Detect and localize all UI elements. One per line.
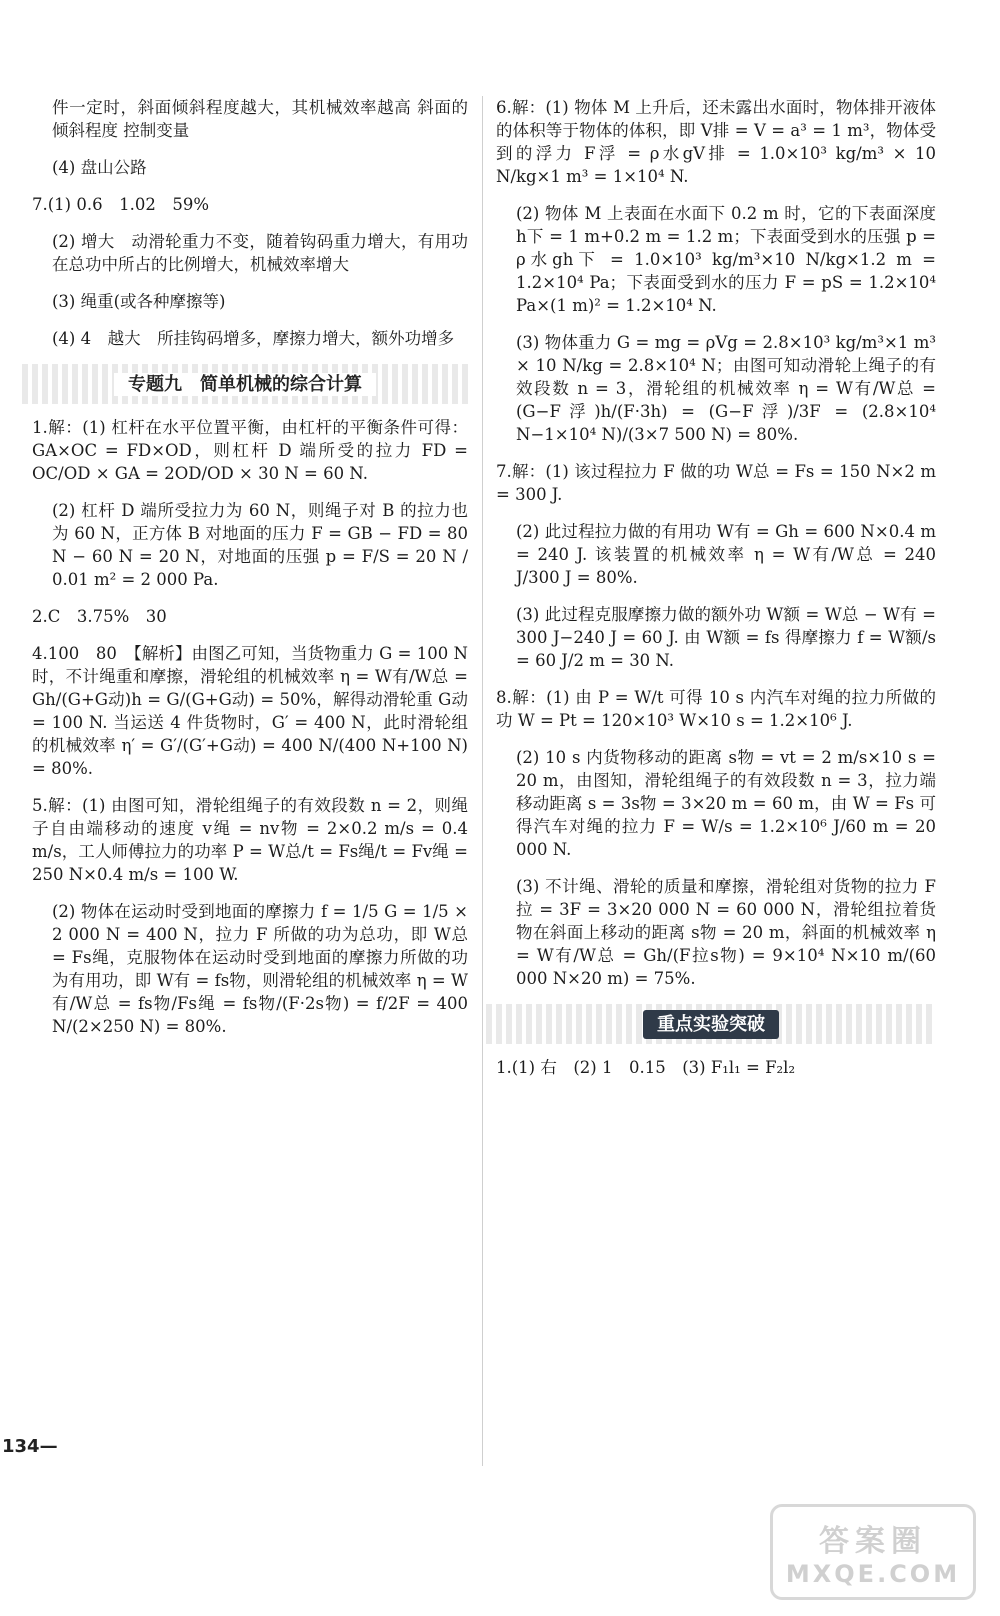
answer-paragraph: (4) 4 越大 所挂钩码增多，摩擦力增大，额外功增多 [52, 329, 455, 348]
answer-paragraph: (3) 物体重力 G = mg = ρVg = 2.8×10³ kg/m³×1 m³ × 10 N/kg = 2.8×10⁴ N；由图可知动滑轮上绳子的有效段数 n = 3，滑轮组的机械效率 η = W有/W总 = (G−F浮)h/(F·3h) = (G−F浮)/3F = (2.8×10⁴ N−1×10⁴ N)/(3×7 500 N) = 80%. [516, 333, 936, 444]
answer-paragraph: 7.(1) 0.6 1.02 59% [32, 195, 210, 214]
right-column [496, 96, 936, 1093]
watermark-logo [770, 1504, 976, 1600]
answer-paragraph: 1.解：(1) 杠杆在水平位置平衡，由杠杆的平衡条件可得：GA×OC = FD×OD，则杠杆 D 端所受的拉力 FD = OC/OD × GA = 2OD/OD × 30 N = 60 N. [32, 418, 468, 483]
page-number: 134— [2, 1436, 58, 1457]
answer-paragraph: 件一定时，斜面倾斜程度越大，其机械效率越高 斜面的倾斜程度 控制变量 [52, 98, 468, 140]
answer-paragraph: (2) 物体 M 上表面在水面下 0.2 m 时，它的下表面深度 h下 = 1 m+0.2 m = 1.2 m；下表面受到水的压强 p = ρ水gh下 = 1.0×10³ kg/m³×10 N/kg×1.2 m = 1.2×10⁴ Pa；下表面受到水的压力 F = pS = 1.2×10⁴ Pa×(1 m)² = 1.2×10⁴ N. [516, 204, 936, 315]
answer-paragraph: 8.解：(1) 由 P = W/t 可得 10 s 内汽车对绳的拉力所做的功 W = Pt = 120×10³ W×10 s = 1.2×10⁶ J. [496, 688, 936, 730]
answer-paragraph: 6.解：(1) 物体 M 上升后，还未露出水面时，物体排开液体的体积等于物体的体积，即 V排 = V = a³ = 1 m³，物体受到的浮力 F浮 = ρ水gV排 = 1.0×10³ kg/m³ × 10 N/kg×1 m³ = 1×10⁴ N. [496, 98, 936, 186]
section-title: 重点实验突破 [643, 1010, 779, 1039]
answer-paragraph: (3) 不计绳、滑轮的质量和摩擦，滑轮组对货物的拉力 F拉 = 3F = 3×20 000 N = 60 000 N，滑轮组拉着货物在斜面上移动的距离 s物 = 20 m，斜面的机械效率 η = W有/W总 = Gh/(F拉s物) = 9×10⁴ N×10 m/(60 000 N×20 m) = 75%. [516, 877, 936, 988]
section-header [22, 364, 468, 404]
answer-paragraph: (2) 物体在运动时受到地面的摩擦力 f = 1/5 G = 1/5 × 2 000 N = 400 N，拉力 F 所做的功为总功，即 W总 = Fs绳，克服物体在运动时受到地面的摩擦力所做的功为有用功，即 W有 = fs物，则滑轮组的机械效率 η = W有/W总 = fs物/Fs绳 = fs物/(F·2s物) = f/2F = 400 N/(2×250 N) = 80%. [52, 902, 468, 1036]
answer-paragraph: 1.(1) 右 (2) 1 0.15 (3) F₁l₁ = F₂l₂ [496, 1058, 796, 1077]
answer-paragraph: 5.解：(1) 由图可知，滑轮组绳子的有效段数 n = 2，则绳子自由端移动的速度 v绳 = nv物 = 2×0.2 m/s = 0.4 m/s，工人师傅拉力的功率 P = W总/t = Fs绳/t = Fv绳 = 250 N×0.4 m/s = 100 W. [32, 796, 468, 884]
left-column [32, 96, 468, 1052]
answer-paragraph: 2.C 3.75% 30 [32, 607, 167, 626]
section-header [486, 1004, 936, 1044]
answer-paragraph: (2) 杠杆 D 端所受拉力为 60 N，则绳子对 B 的拉力也为 60 N，正方体 B 对地面的压力 F = GB − FD = 80 N − 60 N = 20 N，对地面的压强 p = F/S = 20 N / 0.01 m² = 2 000 Pa. [52, 501, 468, 589]
answer-paragraph: 7.解：(1) 该过程拉力 F 做的功 W总 = Fs = 150 N×2 m = 300 J. [496, 462, 936, 504]
watermark-url: MXQE.COM [785, 1560, 961, 1588]
answer-paragraph: (2) 此过程拉力做的有用功 W有 = Gh = 600 N×0.4 m = 240 J. 该装置的机械效率 η = W有/W总 = 240 J/300 J = 80%. [516, 522, 936, 587]
section-title: 专题九 简单机械的综合计算 [114, 373, 376, 396]
answer-paragraph: (3) 此过程克服摩擦力做的额外功 W额 = W总 − W有 = 300 J−240 J = 60 J. 由 W额 = fs 得摩擦力 f = W额/s = 60 J/2 m = 30 N. [516, 605, 936, 670]
answer-paragraph: (2) 增大 动滑轮重力不变，随着钩码重力增大，有用功在总功中所占的比例增大，机械效率增大 [52, 232, 468, 274]
answer-paragraph: (4) 盘山公路 [52, 158, 147, 177]
answer-paragraph: 4.100 80 【解析】由图乙可知，当货物重力 G = 100 N 时，不计绳重和摩擦，滑轮组的机械效率 η = W有/W总 = Gh/(G+G动)h = G/(G+G动) = 50%，解得动滑轮重 G动 = 100 N. 当运送 4 件货物时，G′ = 400 N，此时滑轮组的机械效率 η′ = G′/(G′+G动) = 400 N/(400 N+100 N) = 80%. [32, 644, 468, 778]
column-divider [482, 96, 483, 1466]
answer-paragraph: (2) 10 s 内货物移动的距离 s物 = vt = 2 m/s×10 s = 20 m，由图知，滑轮组绳子的有效段数 n = 3，拉力端移动距离 s = 3s物 = 3×20 m = 60 m，由 W = Fs 可得汽车对绳的拉力 F = W/s = 1.2×10⁶ J/60 m = 20 000 N. [516, 748, 936, 859]
answer-paragraph: (3) 绳重(或各种摩擦等) [52, 292, 226, 311]
watermark-text: 答案圈 [819, 1524, 927, 1559]
